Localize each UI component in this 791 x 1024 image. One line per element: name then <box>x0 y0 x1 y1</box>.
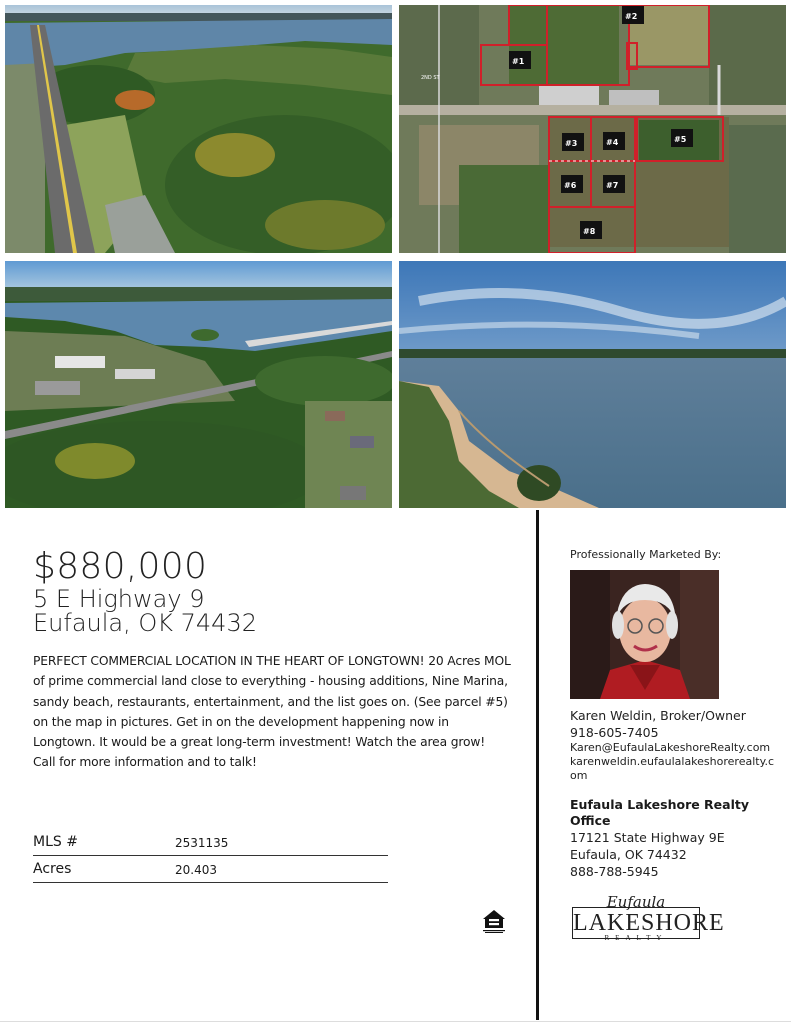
vertical-divider <box>536 510 539 1020</box>
fact-value: 2531135 <box>175 836 229 850</box>
bottom-rule <box>0 1021 791 1022</box>
agent-photo <box>570 570 719 699</box>
parcel-label-3: #3 <box>565 139 578 148</box>
photo-aerial-highway <box>5 5 392 253</box>
office-name: Eufaula Lakeshore Realty Office <box>570 797 750 828</box>
parcel-label-5: #5 <box>674 135 687 144</box>
agent-phone[interactable]: 918-605-7405 <box>570 725 659 740</box>
agent-email[interactable]: Karen@EufaulaLakeshoreRealty.com <box>570 741 771 754</box>
logo-main-text: LAKESHORE <box>572 907 700 939</box>
parcel-label-1: #1 <box>512 57 525 66</box>
parcel-label-4: #4 <box>606 138 619 147</box>
photo-parcel-map <box>399 5 786 253</box>
office-street: 17121 State Highway 9E <box>570 830 725 845</box>
logo-script-text: Eufaula <box>606 893 666 911</box>
parcel-label-2: #2 <box>625 12 638 21</box>
agent-name: Karen Weldin, Broker/Owner <box>570 708 746 723</box>
parcel-label-6: #6 <box>564 181 577 190</box>
office-city: Eufaula, OK 74432 <box>570 847 687 862</box>
agent-website[interactable]: karenweldin.eufaulalakeshorerealty.com <box>570 755 775 782</box>
address-line-1: 5 E Highway 9 <box>33 585 205 613</box>
photo-beach-lake <box>399 261 786 508</box>
listing-description: PERFECT COMMERCIAL LOCATION IN THE HEART OF LONGTOWN! 20 Acres MOL of prime commercial land close to everything - housing additions, Nine Marina, sandy beach, restaurants, entertainment, and the list goes on. (See parcel #5) on the map in pictures. Get in on the development happening now in Longtown. It would be a great long-term investment! Watch the area grow! Call for more information and to talk! <box>33 654 511 770</box>
office-phone[interactable]: 888-788-5945 <box>570 864 659 879</box>
parcel-label-7: #7 <box>606 181 619 190</box>
photo-aerial-town-lake <box>5 261 392 508</box>
marketed-by-label: Professionally Marketed By: <box>570 548 722 561</box>
equal-housing-opportunity-icon <box>481 908 507 934</box>
fact-label: Acres <box>33 861 72 877</box>
fact-label: MLS # <box>33 834 78 850</box>
parcel-label-8: #8 <box>583 227 596 236</box>
listing-price: $880,000 <box>33 546 208 587</box>
map-street-label: 2ND ST <box>421 75 440 81</box>
fact-row-acres <box>33 861 388 883</box>
fact-value: 20.403 <box>175 863 217 877</box>
address-line-2: Eufaula, OK 74432 <box>33 609 257 637</box>
company-logo <box>570 893 725 947</box>
logo-sub-text: REALTY <box>604 934 668 942</box>
fact-row-mls <box>33 834 388 856</box>
